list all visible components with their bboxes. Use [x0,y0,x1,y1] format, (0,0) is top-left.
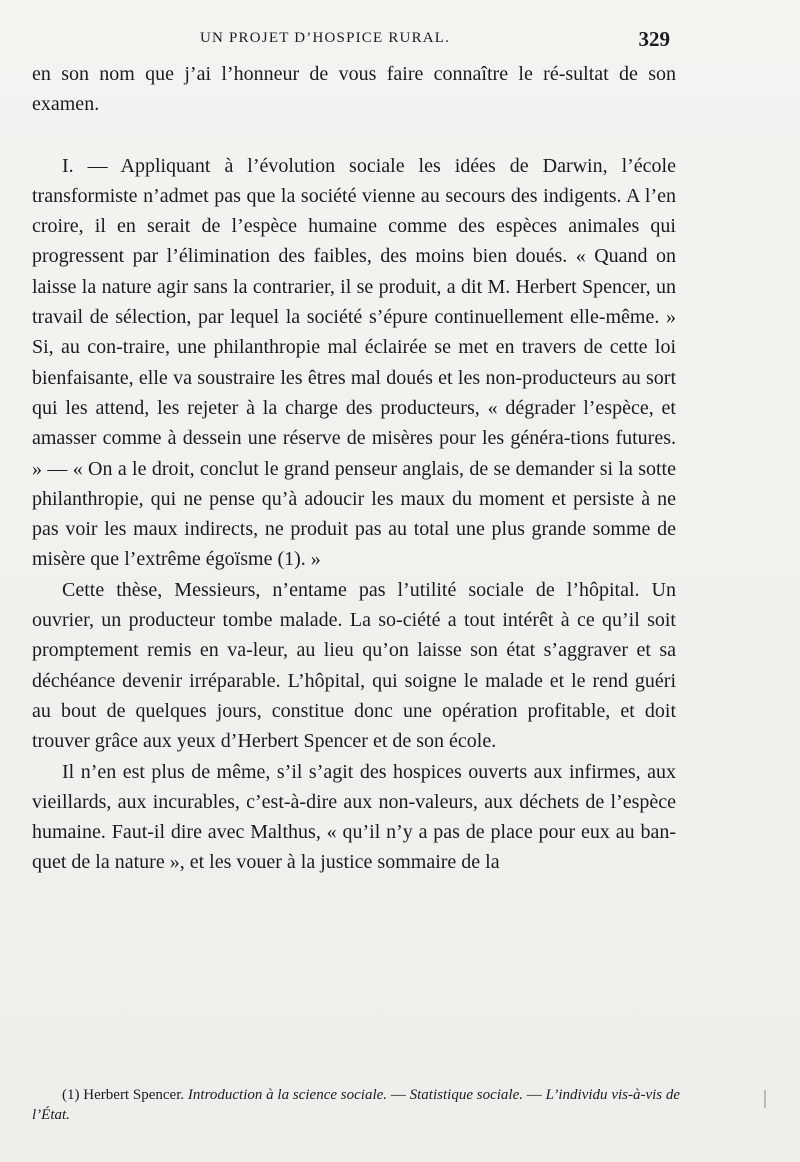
paragraph-hospices: Il n’en est plus de même, s’il s’agit des hospices ouverts aux infirmes, aux vieillards, aux incurables, c’est-à-dire aux non-valeurs, aux déchets de l’espèce humaine. Faut-il dire avec Malthus, « qu’il n’y a pas de place pour eux au ban-quet de la nature », et les vouer à la justice sommaire de la [32,760,676,874]
paragraph-hospital-thesis: Cette thèse, Messieurs, n’entame pas l’utilité sociale de l’hôpital. Un ouvrier, un producteur tombe malade. La so-ciété a tout intérêt à ce qu’il soit promptement remis en va-leur, au lieu qu’on laisse son état s’aggraver et sa déchéance devenir irréparable. L’hôpital, qui soigne le malade et le rend guéri au bout de quelques jours, constitue donc une opération profitable, et doit trouver grâce aux yeux d’Herbert Spencer et de son école. [32,578,676,753]
footnote-marker: (1) [62,1087,80,1103]
page-number: 329 [638,27,670,51]
margin-mark [764,1090,766,1108]
footnote-title-1: Introduction à la science sociale. [187,1087,388,1103]
running-head: UN PROJET D’HOSPICE RURAL. [200,30,451,46]
footnote-author: Herbert Spencer. [83,1087,185,1103]
footnote-separator-2: — [526,1087,542,1103]
paragraph-section-one: I. — Appliquant à l’évolution sociale les idées de Darwin, l’école transformiste n’admet pas que la société vienne au secours des indigents. A l’en croire, il en serait de l’espèce humaine comme des espèces animales qui progressent par l’élimination des faibles, des moins bien doués. « Quand on laisse la nature agir sans la contrarier, il se produit, a dit M. Herbert Spencer, un travail de sélection, par lequel la société s’épure continuellement elle-même. » Si, au con-traire, une philanthropie mal éclairée se met en travers de cette loi bienfaisante, elle va soustraire les êtres mal doués et les non-producteurs au sort qui les attend, les rejeter à la charge des producteurs, « dégrader l’espèce, et amasser comme à dessein une réserve de misères pour les généra-tions futures. » — « On a le droit, conclut le grand penseur anglais, de se demander si la sotte philanthropie, qui ne pense qu’à adoucir les maux du moment et persiste à ne pas voir les maux indirects, ne produit pas au total une plus grande somme de misère que l’extrême égoïsme (1). » [32,154,676,571]
paragraph-continuation: en son nom que j’ai l’honneur de vous faire connaître le ré-sultat de son examen. [32,63,676,116]
footnote-separator-1: — [390,1087,406,1103]
footnote [32,1085,680,1125]
page-header [0,27,800,54]
body-text [32,59,676,878]
footnote-title-2: Statistique sociale. [409,1087,523,1103]
footnote-title-3: L’individu vis-à-vis de l’État. [32,1087,681,1123]
